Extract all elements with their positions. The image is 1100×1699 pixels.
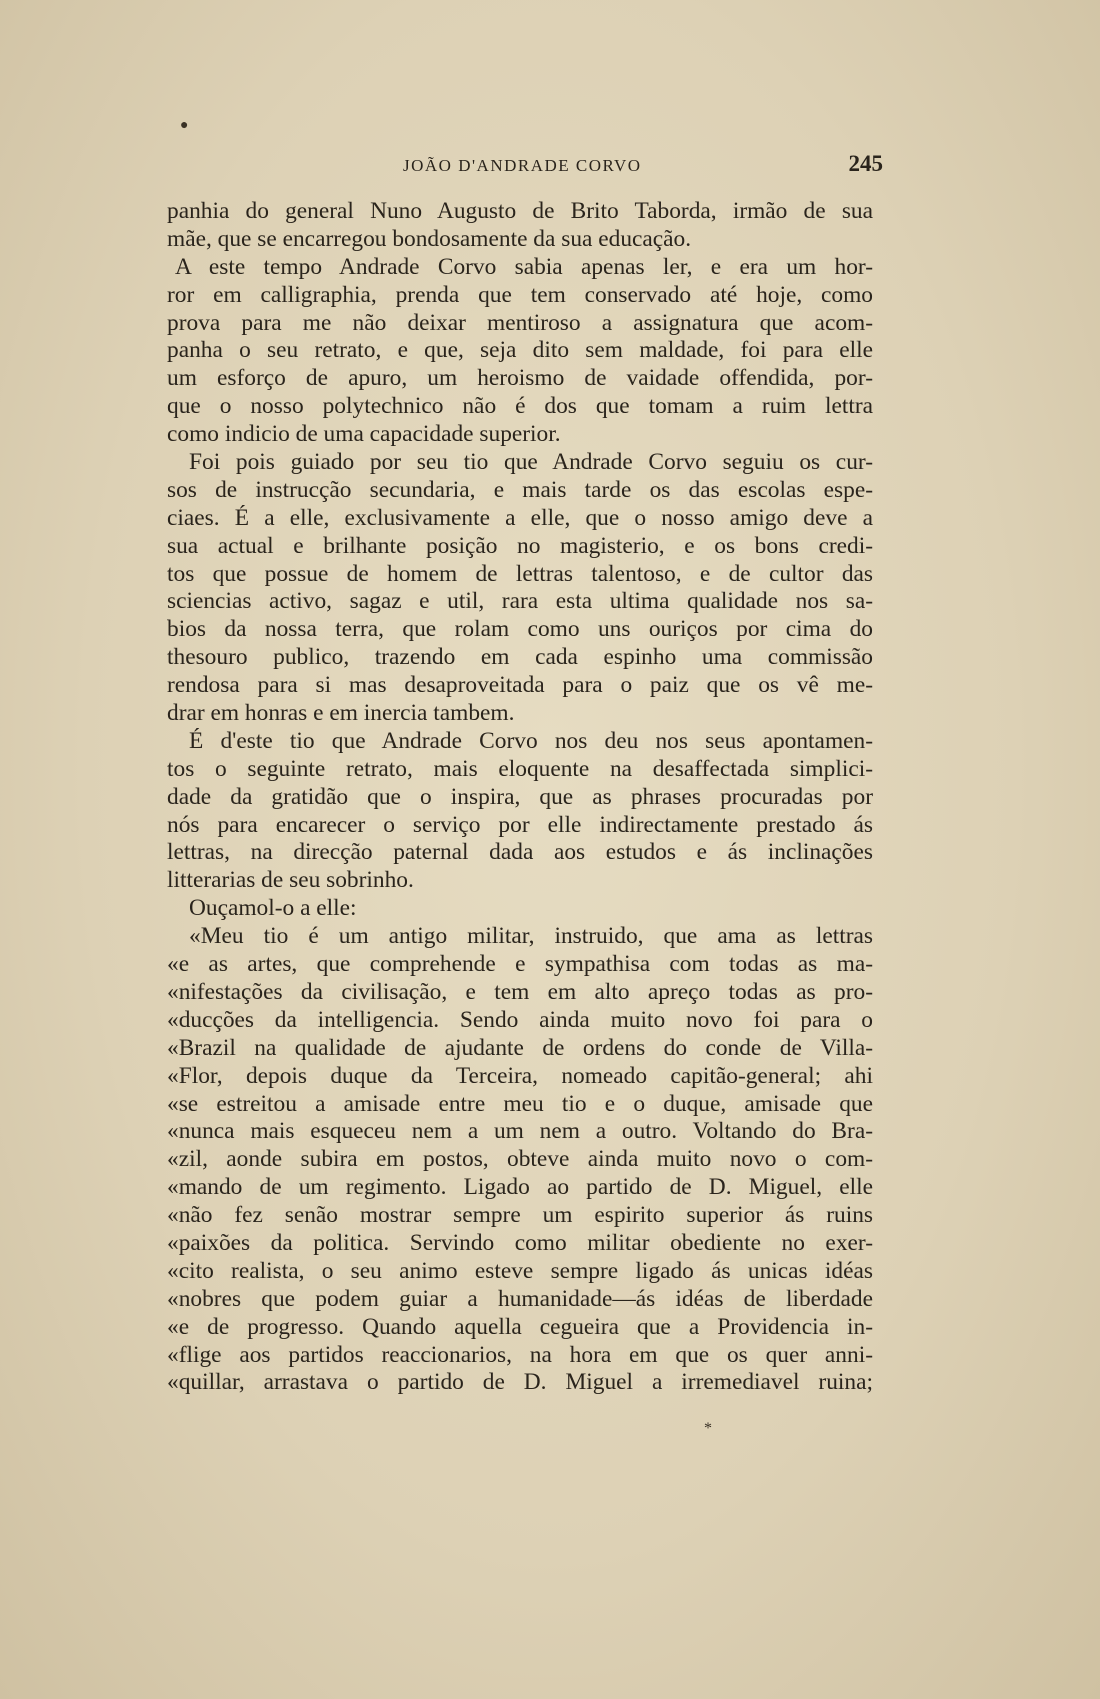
text-line: «mando de um regimento. Ligado ao partido de D. Miguel, elle — [167, 1174, 873, 1201]
text-line: «e de progresso. Quando aquella cegueira que a Providencia in- — [167, 1313, 873, 1340]
text-line: «Meu tio é um antigo militar, instruido, que ama as lettras — [189, 923, 873, 950]
text-line: «Brazil na qualidade de ajudante de ordens do conde de Villa- — [167, 1034, 873, 1061]
text-line: thesouro publico, trazendo em cada espinho uma commissão — [167, 644, 873, 671]
text-line: «zil, aonde subira em postos, obteve ainda muito novo o com- — [167, 1146, 873, 1173]
text-line: litterarias de seu sobrinho. — [167, 867, 414, 894]
text-line: lettras, na direcção paternal dada aos estudos e ás inclinações — [167, 839, 873, 866]
text-line: ror em calligraphia, prenda que tem conservado até hoje, como — [167, 281, 873, 308]
page-header — [168, 151, 883, 185]
text-line: dade da gratidão que o inspira, que as phrases procuradas por — [167, 783, 873, 810]
text-line: É d'este tio que Andrade Corvo nos deu nos seus apontamen- — [189, 727, 873, 754]
text-line: nós para encarecer o serviço por elle indirectamente prestado ás — [167, 811, 873, 838]
text-line: «cito realista, o seu animo esteve sempre ligado ás unicas idéas — [167, 1257, 873, 1284]
text-line: um esforço de apuro, um heroismo de vaidade offendida, por- — [167, 365, 873, 392]
text-line: rendosa para si mas desaproveitada para o paiz que os vê me- — [167, 672, 873, 699]
text-line: «se estreitou a amisade entre meu tio e o duque, amisade que — [167, 1090, 873, 1117]
text-line: sua actual e brilhante posição no magisterio, e os bons credi- — [167, 532, 873, 559]
signature-mark: * — [704, 1420, 712, 1437]
text-line: «ducções da intelligencia. Sendo ainda muito novo foi para o — [167, 1006, 873, 1033]
text-line: tos o seguinte retrato, mais eloquente na desaffectada simplici- — [167, 755, 873, 782]
text-line: Foi pois guiado por seu tio que Andrade Corvo seguiu os cur- — [189, 449, 873, 476]
text-line: drar em honras e em inercia tambem. — [167, 700, 515, 727]
text-line: ciaes. É a elle, exclusivamente a elle, que o nosso amigo deve a — [167, 504, 873, 531]
text-line: sciencias activo, sagaz e util, rara esta ultima qualidade nos sa- — [167, 588, 873, 615]
text-line: mãe, que se encarregou bondosamente da sua educação. — [167, 225, 692, 252]
page-number: 245 — [848, 151, 883, 176]
text-line: «não fez senão mostrar sempre um espirito superior ás ruins — [167, 1202, 873, 1229]
running-title: JOÃO D'ANDRADE CORVO — [403, 156, 642, 175]
text-line: «nunca mais esqueceu nem a um nem a outro. Voltando do Bra- — [167, 1118, 873, 1145]
text-line: panha o seu retrato, e que, seja dito sem maldade, foi para elle — [167, 337, 873, 364]
ink-speck: ● — [180, 118, 189, 133]
text-line: Ouçamol-o a elle: — [189, 895, 357, 922]
text-line: panhia do general Nuno Augusto de Brito Taborda, irmão de sua — [167, 198, 873, 224]
text-line: sos de instrucção secundaria, e mais tarde os das escolas espe- — [167, 476, 873, 503]
text-line: «flige aos partidos reaccionarios, na hora em que os quer anni- — [167, 1341, 873, 1368]
text-line: «quillar, arrastava o partido de D. Miguel a irremediavel ruina; — [167, 1369, 873, 1396]
body-text — [167, 198, 873, 1397]
text-line: bios da nossa terra, que rolam como uns ouriços por cima do — [167, 616, 873, 643]
text-line: «e as artes, que comprehende e sympathisa com todas as ma- — [167, 951, 873, 978]
text-line: «paixões da politica. Servindo como militar obediente no exer- — [167, 1229, 873, 1256]
text-line: como indicio de uma capacidade superior. — [167, 421, 561, 448]
text-line: prova para me não deixar mentiroso a assignatura que acom- — [167, 309, 873, 336]
text-line: «Flor, depois duque da Terceira, nomeado capitão-general; ahi — [167, 1062, 873, 1089]
text-line: tos que possue de homem de lettras talentoso, e de cultor das — [167, 560, 873, 587]
text-line: «nifestações da civilisação, e tem em alto apreço todas as pro- — [167, 978, 873, 1005]
text-line: A este tempo Andrade Corvo sabia apenas ler, e era um hor- — [175, 253, 873, 280]
text-line: «nobres que podem guiar a humanidade—ás idéas de liberdade — [167, 1285, 873, 1312]
text-line: que o nosso polytechnico não é dos que tomam a ruim lettra — [167, 393, 873, 420]
